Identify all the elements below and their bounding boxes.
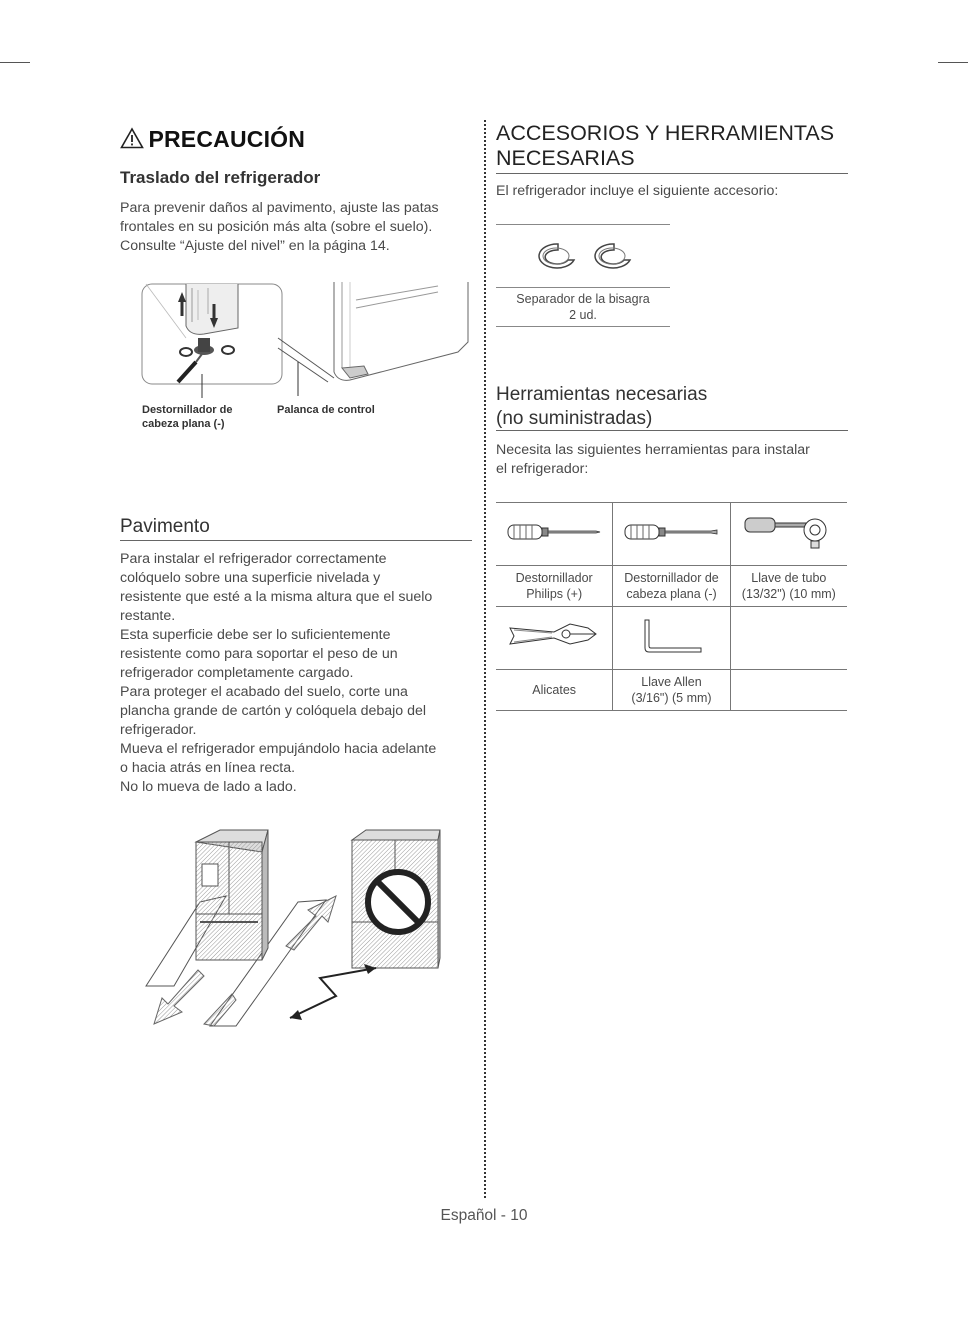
tool-label-cell (730, 566, 847, 607)
label-line: Destornillador de (142, 404, 233, 416)
page-number: Español - 10 (440, 1207, 528, 1224)
tools-heading-rule (496, 430, 848, 431)
phillips-screwdriver-icon (504, 520, 604, 544)
accessories-title-line: ACCESORIOS Y HERRAMIENTAS (496, 121, 835, 145)
text-line: plancha grande de cartón y colóquela debajo del (120, 703, 427, 719)
accessory-table-top (496, 224, 670, 225)
tool-label-line: Philips (+) (526, 587, 583, 601)
text-line: restante. (120, 608, 176, 624)
allen-key-icon (621, 616, 721, 656)
hinge-spacer-label: Separador de la bisagra (516, 292, 650, 306)
tool-label-line: Alicates (532, 683, 577, 697)
hinge-spacer-qty: 2 ud. (569, 308, 597, 322)
tool-cell (496, 607, 613, 670)
text-line: resistente que esté a la misma altura que el suelo (120, 589, 433, 605)
tool-label-line: (3/16") (5 mm) (631, 691, 712, 705)
tool-label-line: Llave Allen (641, 675, 702, 689)
floor-heading: Pavimento (120, 516, 210, 537)
accessories-intro: El refrigerador incluye el siguiente accesorio: (496, 183, 779, 199)
text-line: refrigerador completamente cargado. (120, 665, 354, 681)
tool-label-cell-empty (730, 670, 847, 711)
text-line: frontales en su posición más alta (sobre el suelo). (120, 219, 433, 235)
floor-text (120, 550, 480, 797)
tool-cell (613, 607, 730, 670)
text-line: el refrigerador: (496, 461, 589, 477)
tools-heading (496, 383, 707, 431)
text-line: Para instalar el refrigerador correctamente (120, 551, 387, 567)
caution-title: PRECAUCIÓN (148, 126, 306, 152)
warning-triangle-icon (120, 127, 144, 154)
tools-title-line: (no suministradas) (496, 408, 653, 429)
tool-label-line: Destornillador de (624, 571, 719, 585)
tool-cell-empty (730, 607, 847, 670)
tool-cell (613, 503, 730, 566)
tools-table (496, 502, 847, 711)
text-line: Mueva el refrigerador empujándolo hacia adelante (120, 741, 437, 757)
tool-cell (496, 503, 613, 566)
text-line: o hacia atrás en línea recta. (120, 760, 296, 776)
text-line: No lo mueva de lado a lado. (120, 779, 297, 795)
accessory-caption (496, 291, 670, 323)
moving-text (120, 199, 480, 256)
tools-intro (496, 441, 810, 479)
text-line: Necesita las siguientes herramientas para instalar (496, 442, 810, 458)
tools-title-line: Herramientas necesarias (496, 384, 708, 405)
floor-heading-rule (120, 540, 472, 541)
tool-label-cell (613, 670, 730, 711)
text-line: Consulte “Ajuste del nivel” en la página 14. (120, 238, 390, 254)
flat-screwdriver-icon (621, 520, 721, 544)
label-control-lever: Palanca de control (277, 404, 375, 416)
tool-label-cell (613, 566, 730, 607)
label-line: cabeza plana (-) (142, 418, 225, 430)
crop-mark-left (0, 62, 30, 63)
crop-mark-right (938, 62, 968, 63)
tool-cell (730, 503, 847, 566)
accessory-table-bottom (496, 326, 670, 327)
text-line: Para prevenir daños al pavimento, ajuste las patas (120, 200, 439, 216)
socket-wrench-icon (739, 512, 839, 552)
pliers-icon (504, 616, 604, 656)
hinge-spacer-icon (528, 240, 648, 274)
tool-label-line: cabeza plana (-) (626, 587, 717, 601)
tool-label-line: Destornillador (515, 571, 593, 585)
text-line: Esta superficie debe ser lo suficientemente (120, 627, 391, 643)
caution-heading (120, 126, 305, 154)
label-flat-screwdriver (142, 403, 232, 431)
text-line: Para proteger el acabado del suelo, corte una (120, 684, 408, 700)
tool-label-line: (13/32") (10 mm) (741, 587, 836, 601)
moving-subtitle: Traslado del refrigerador (120, 168, 321, 187)
text-line: refrigerador. (120, 722, 197, 738)
column-divider (484, 120, 486, 1198)
accessory-table-middle (496, 287, 670, 288)
accessories-title-line: NECESARIAS (496, 146, 635, 170)
tool-label-cell (496, 670, 613, 711)
text-line: resistente como para soportar el peso de un (120, 646, 398, 662)
moving-refrigerator-illustration (140, 826, 450, 1031)
leveling-leg-illustration (138, 278, 473, 400)
accessories-heading (496, 121, 834, 171)
accessories-heading-rule (496, 173, 848, 174)
tool-label-line: Llave de tubo (751, 571, 827, 585)
tool-label-cell (496, 566, 613, 607)
text-line: colóquelo sobre una superficie nivelada y (120, 570, 381, 586)
